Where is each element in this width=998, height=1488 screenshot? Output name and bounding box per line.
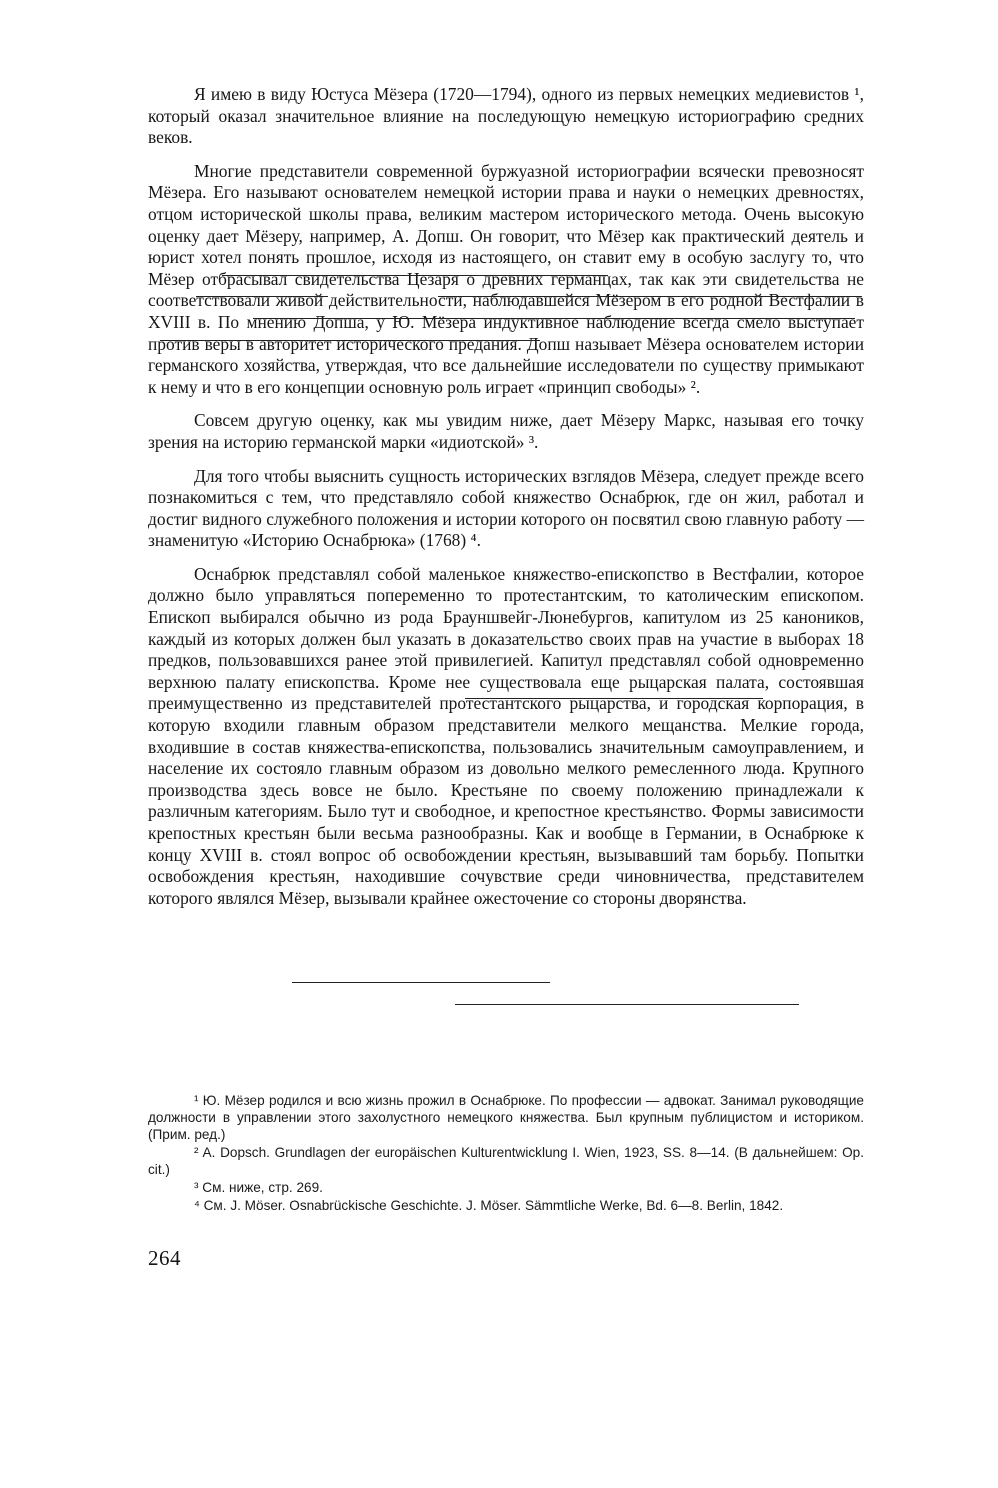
pencil-underline <box>160 340 540 341</box>
footnote-2: ² A. Dopsch. Grundlagen der europäischen Kulturentwicklung I. Wien, 1923, SS. 8—14. (В дальнейшем: Op. cit.) <box>148 1145 864 1177</box>
paragraph-5: Оснабрюк представлял собой маленькое княжество-епископство в Вестфалии, которое должно было управляться попеременно то протестантским, то католическим епископом. Епископ выбирался обычно из рода Брауншвейг-Люнебургов, капитулом из 25 каноников, каждый из которых должен был указать в доказательство своих прав на участие в выборах 18 предков, пользовавшихся ранее этой привилегией. Капитул представлял собой одновременно верхнюю палату епископства. Кроме нее существовала еще рыцарская палата, состоявшая преимущественно из представителей протестантского рыцарства, и городская корпорация, в которую входили главным образом представители мелкого мещанства. Мелкие города, входившие в состав княжества-епископства, пользовались значительным самоуправлением, и население их состояло главным образом из довольно мелкого ремесленного люда. Крупного производства здесь вовсе не было. Крестьяне по своему положению принадлежали к различным категориям. Было тут и свободное, и крепостное крестьянство. Формы зависимости крепостных крестьян были весьма разнообразны. Как и вообще в Германии, в Оснабрюке к концу XVIII в. стоял вопрос об освобождении крестьян, вызывавший там борьбу. Попытки освобождения крестьян, находившие сочувствие среди чиновничества, представителем которого являлся Мёзер, вызывали крайнее ожесточение со стороны дворянства. <box>148 563 864 908</box>
footnote-1: ¹ Ю. Мёзер родился и всю жизнь прожил в Оснабрюке. По профессии — адвокат. Занимал руководящие должности в управлении этого захолустного немецкого княжества. Был крупным публицистом и историком. (Прим. ред.) <box>148 1093 864 1142</box>
footnote-3: ³ См. ниже, стр. 269. <box>194 1180 323 1195</box>
pencil-underline <box>438 296 862 297</box>
paragraph-4: Для того чтобы выяснить сущность исторических взглядов Мёзера, следует прежде всего познакомиться с тем, что представляло собой княжество Оснабрюк, где он жил, работал и достиг видного служебного положения и истории которого он посвятил свою главную работу — знаменитую «Историю Оснабрюка» (1768) ⁴. <box>148 465 864 551</box>
footnote-4: ⁴ См. J. Möser. Osnabrückische Geschichte. J. Möser. Sämmtliche Werke, Bd. 6—8. Berlin, 1842. <box>194 1198 784 1213</box>
paragraph-1: Я имею в виду Юстуса Мёзера (1720—1794), одного из первых немецких медиевистов ¹, который оказал значительное влияние на последующую немецкую историографию средних веков. <box>148 84 864 148</box>
pencil-underline <box>455 1004 799 1005</box>
page-number: 264 <box>148 1246 181 1270</box>
pencil-underline <box>292 982 550 983</box>
pencil-underline <box>253 318 855 319</box>
paragraph-3: Совсем другую оценку, как мы увидим ниже, дает Мёзеру Маркс, называя его точку зрения на историю германской марки «идиотской» ³. <box>148 410 864 452</box>
pencil-underline <box>465 698 763 699</box>
pencil-underline <box>222 275 608 276</box>
footnotes <box>148 1092 864 1215</box>
main-text <box>148 84 864 909</box>
pencil-underline <box>196 296 328 297</box>
paragraph-2: Многие представители современной буржуазной историографии всячески превозносят Мёзера. Его называют основателем немецкой истории права и науки о немецких древностях, отцом исторической школы права, великим мастером исторического метода. Очень высокую оценку дает Мёзеру, например, А. Допш. Он говорит, что Мёзер как практический деятель и юрист хотел понять прошлое, исходя из настоящего, он ставит ему в особую заслугу то, что Мёзер отбрасывал свидетельства Цезаря о древних германцах, так как эти свидетельства не соответствовали живой действительности, наблюдавшейся Мёзером в его родной Вестфалии в XVIII в. По мнению Допша, у Ю. Мёзера индуктивное наблюдение всегда смело выступает против веры в авторитет исторического предания. Допш называет Мёзера основателем истории германского хозяйства, утверждая, что все дальнейшие исследователи по существу примыкают к нему и что в его концепции основную роль играет «принцип свободы» ². <box>148 160 864 397</box>
